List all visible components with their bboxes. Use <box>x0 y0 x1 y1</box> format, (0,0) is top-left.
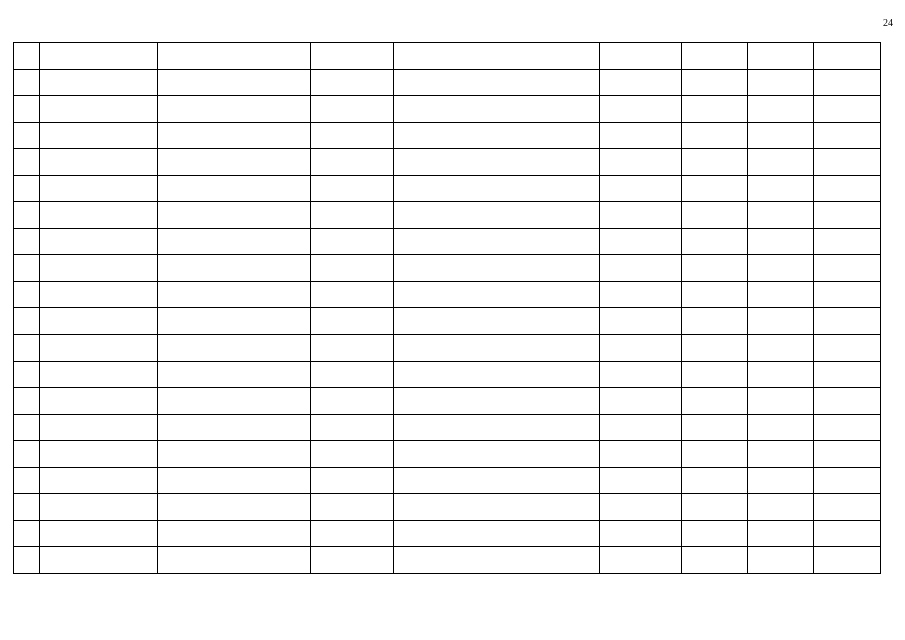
table-cell <box>14 467 40 494</box>
table-cell <box>311 43 394 70</box>
table-cell <box>814 388 881 415</box>
table-cell <box>748 202 814 229</box>
table-row <box>14 281 881 308</box>
table-cell <box>600 494 682 521</box>
table-cell <box>14 441 40 468</box>
table-row <box>14 414 881 441</box>
table-row <box>14 43 881 70</box>
register-body <box>14 43 881 574</box>
table-cell <box>158 255 311 282</box>
table-cell <box>14 43 40 70</box>
table-cell <box>40 467 158 494</box>
table-cell <box>600 175 682 202</box>
table-row <box>14 494 881 521</box>
table-cell <box>40 228 158 255</box>
table-cell <box>600 308 682 335</box>
table-cell <box>158 520 311 547</box>
table-cell <box>814 441 881 468</box>
table-cell <box>814 281 881 308</box>
table-cell <box>682 228 748 255</box>
table-cell <box>158 175 311 202</box>
table-cell <box>748 414 814 441</box>
table-cell <box>158 494 311 521</box>
table-cell <box>40 308 158 335</box>
table-cell <box>814 335 881 362</box>
table-cell <box>40 281 158 308</box>
table-cell <box>40 547 158 574</box>
table-cell <box>311 149 394 176</box>
table-cell <box>394 228 600 255</box>
table-cell <box>600 335 682 362</box>
table-cell <box>158 467 311 494</box>
table-cell <box>814 520 881 547</box>
table-cell <box>14 414 40 441</box>
table-cell <box>394 361 600 388</box>
table-cell <box>394 414 600 441</box>
table-cell <box>748 335 814 362</box>
table-cell <box>311 520 394 547</box>
table-cell <box>682 494 748 521</box>
table-row <box>14 202 881 229</box>
table-cell <box>158 547 311 574</box>
table-cell <box>600 228 682 255</box>
table-cell <box>14 361 40 388</box>
table-cell <box>748 281 814 308</box>
table-cell <box>682 122 748 149</box>
table-cell <box>394 388 600 415</box>
table-cell <box>682 361 748 388</box>
table-cell <box>14 494 40 521</box>
table-cell <box>394 122 600 149</box>
table-cell <box>748 69 814 96</box>
table-cell <box>394 547 600 574</box>
table-cell <box>14 202 40 229</box>
table-cell <box>158 69 311 96</box>
table-cell <box>682 414 748 441</box>
table-row <box>14 361 881 388</box>
table-cell <box>394 202 600 229</box>
table-cell <box>14 149 40 176</box>
table-cell <box>394 520 600 547</box>
table-cell <box>814 361 881 388</box>
table-cell <box>311 361 394 388</box>
table-cell <box>40 494 158 521</box>
table-cell <box>311 228 394 255</box>
table-cell <box>600 414 682 441</box>
table-row <box>14 228 881 255</box>
table-cell <box>682 335 748 362</box>
table-cell <box>40 122 158 149</box>
table-cell <box>158 388 311 415</box>
table-cell <box>158 361 311 388</box>
table-row <box>14 467 881 494</box>
table-cell <box>682 255 748 282</box>
table-cell <box>600 388 682 415</box>
table-cell <box>394 43 600 70</box>
table-cell <box>600 547 682 574</box>
table-cell <box>14 388 40 415</box>
table-cell <box>682 467 748 494</box>
table-cell <box>14 308 40 335</box>
table-cell <box>814 202 881 229</box>
table-cell <box>682 308 748 335</box>
table-cell <box>748 547 814 574</box>
table-cell <box>682 441 748 468</box>
table-cell <box>748 149 814 176</box>
table-cell <box>682 96 748 123</box>
table-row <box>14 335 881 362</box>
table-cell <box>311 467 394 494</box>
table-cell <box>311 122 394 149</box>
table-cell <box>748 228 814 255</box>
table-cell <box>600 149 682 176</box>
table-cell <box>394 255 600 282</box>
table-cell <box>311 414 394 441</box>
table-row <box>14 175 881 202</box>
table-cell <box>394 281 600 308</box>
table-cell <box>311 202 394 229</box>
table-row <box>14 69 881 96</box>
table-row <box>14 520 881 547</box>
table-cell <box>814 122 881 149</box>
table-cell <box>600 520 682 547</box>
table-cell <box>748 175 814 202</box>
table-cell <box>14 335 40 362</box>
table-cell <box>14 520 40 547</box>
table-cell <box>158 96 311 123</box>
table-row <box>14 255 881 282</box>
table-cell <box>40 202 158 229</box>
table-cell <box>311 547 394 574</box>
table-cell <box>748 122 814 149</box>
table-cell <box>748 388 814 415</box>
table-cell <box>748 255 814 282</box>
table-cell <box>600 69 682 96</box>
table-row <box>14 96 881 123</box>
table-cell <box>40 255 158 282</box>
table-cell <box>682 520 748 547</box>
table-cell <box>814 175 881 202</box>
table-cell <box>40 96 158 123</box>
table-cell <box>311 494 394 521</box>
table-cell <box>311 96 394 123</box>
table-cell <box>14 228 40 255</box>
table-cell <box>311 175 394 202</box>
table-cell <box>158 414 311 441</box>
table-cell <box>600 441 682 468</box>
table-row <box>14 149 881 176</box>
table-cell <box>600 96 682 123</box>
table-cell <box>394 175 600 202</box>
table-cell <box>814 494 881 521</box>
table-cell <box>814 308 881 335</box>
table-cell <box>40 335 158 362</box>
table-cell <box>311 69 394 96</box>
table-cell <box>158 202 311 229</box>
table-cell <box>748 361 814 388</box>
table-cell <box>311 441 394 468</box>
table-cell <box>814 467 881 494</box>
table-cell <box>748 96 814 123</box>
table-cell <box>394 335 600 362</box>
table-cell <box>814 255 881 282</box>
table-cell <box>40 414 158 441</box>
table-cell <box>158 335 311 362</box>
table-cell <box>311 281 394 308</box>
table-cell <box>14 281 40 308</box>
table-cell <box>40 175 158 202</box>
table-cell <box>682 175 748 202</box>
table-cell <box>814 43 881 70</box>
table-cell <box>40 441 158 468</box>
table-cell <box>814 96 881 123</box>
table-cell <box>600 281 682 308</box>
table-cell <box>14 122 40 149</box>
table-cell <box>682 43 748 70</box>
table-cell <box>814 69 881 96</box>
table-cell <box>682 547 748 574</box>
table-cell <box>814 228 881 255</box>
table-cell <box>394 494 600 521</box>
table-cell <box>40 520 158 547</box>
table-cell <box>158 228 311 255</box>
table-cell <box>40 69 158 96</box>
table-cell <box>748 308 814 335</box>
table-cell <box>748 520 814 547</box>
table-cell <box>311 255 394 282</box>
table-cell <box>14 255 40 282</box>
table-cell <box>748 441 814 468</box>
table-cell <box>40 149 158 176</box>
register-table <box>13 42 881 574</box>
table-cell <box>311 388 394 415</box>
table-cell <box>158 281 311 308</box>
table-cell <box>14 96 40 123</box>
table-cell <box>814 547 881 574</box>
table-cell <box>394 96 600 123</box>
table-cell <box>158 122 311 149</box>
table-cell <box>600 467 682 494</box>
table-row <box>14 388 881 415</box>
table-row <box>14 122 881 149</box>
table-cell <box>40 361 158 388</box>
table-cell <box>682 281 748 308</box>
table-cell <box>682 69 748 96</box>
table-cell <box>158 149 311 176</box>
table-cell <box>600 122 682 149</box>
table-cell <box>14 69 40 96</box>
table-cell <box>682 149 748 176</box>
table-cell <box>311 335 394 362</box>
table-cell <box>748 467 814 494</box>
table-cell <box>311 308 394 335</box>
table-cell <box>748 43 814 70</box>
table-cell <box>158 308 311 335</box>
table-cell <box>394 69 600 96</box>
table-cell <box>600 361 682 388</box>
table-cell <box>814 414 881 441</box>
table-cell <box>40 388 158 415</box>
table-cell <box>394 308 600 335</box>
table-cell <box>394 441 600 468</box>
table-cell <box>600 43 682 70</box>
table-cell <box>394 467 600 494</box>
table-cell <box>814 149 881 176</box>
table-cell <box>40 43 158 70</box>
table-row <box>14 441 881 468</box>
table-cell <box>394 149 600 176</box>
table-cell <box>158 441 311 468</box>
table-cell <box>14 175 40 202</box>
table-cell <box>14 547 40 574</box>
page-number: 24 <box>883 18 893 29</box>
table-cell <box>682 202 748 229</box>
table-cell <box>682 388 748 415</box>
table-cell <box>748 494 814 521</box>
table-row <box>14 308 881 335</box>
table-row <box>14 547 881 574</box>
table-cell <box>158 43 311 70</box>
table-cell <box>600 255 682 282</box>
table-cell <box>600 202 682 229</box>
